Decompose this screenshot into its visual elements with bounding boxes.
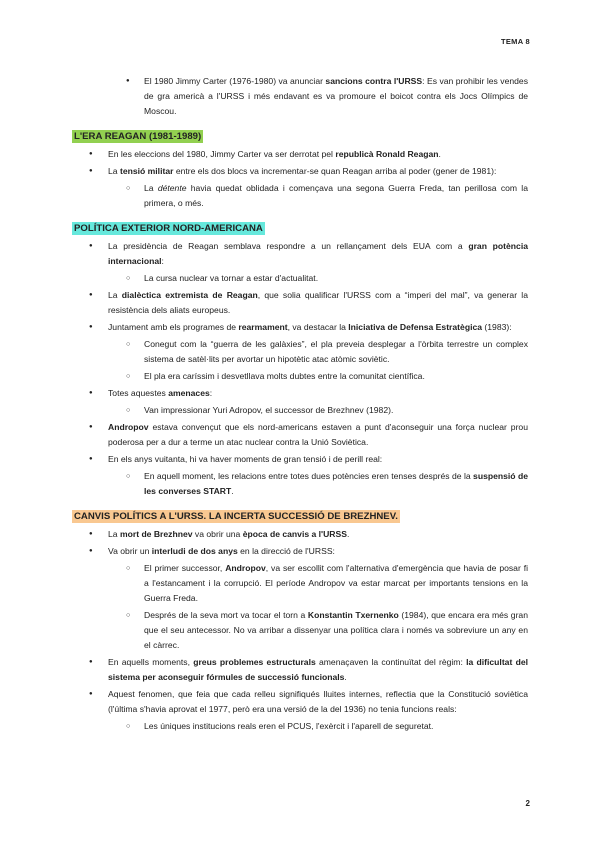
sub-list-item: ○ El primer successor, Andropov, va ser escollit com l'alternativa d'emergència que havia de posar fi a l'estancament i la corrupció. El període Andropov va estar marcat per importants tensions en la Guerra Freda.: [72, 561, 528, 606]
list-item: ● La dialèctica extremista de Reagan, que solia qualificar l'URSS com a “imperi del mal”, va generar la resistència dels aliats europeus.: [72, 288, 528, 318]
list-item: ● En els anys vuitanta, hi va haver moments de gran tensió i de perill real: ○ En aquell moment, les relacions entre totes dues potències eren tenses després de la suspensió de les converses START.: [72, 452, 528, 499]
list-item: ● La tensió militar entre els dos blocs va incrementar-se quan Reagan arriba al poder (gener de 1981): ○ La détente havia quedat oblidada i començava una segona Guerra Freda, tan perillosa com la primera, o més.: [72, 164, 528, 211]
sub-list-item: ○ Després de la seva mort va tocar el torn a Konstantin Txernenko (1984), que encara era més gran que el seu antecessor. No va arribar a dissenyar una política clara i només va sobreviure un any en el càrrec.: [72, 608, 528, 653]
intro-list: [72, 74, 528, 119]
sub-list-item: ○ La cursa nuclear va tornar a estar d'actualitat.: [72, 271, 528, 286]
sub-list: [108, 337, 528, 384]
sub-list: [108, 403, 528, 418]
page-number: 2: [525, 799, 530, 808]
list-item: ● La presidència de Reagan semblava respondre a un rellançament dels EUA com a gran potència internacional: ○ La cursa nuclear va tornar a estar d'actualitat.: [72, 239, 528, 286]
sub-list: [108, 271, 528, 286]
bullet-list: [72, 527, 528, 734]
sub-list-item: ○ Conegut com la “guerra de les galàxies”, el pla preveia desplegar a l'òrbita terrestre un complex sistema de satèl·lits per avortar un hipotètic atac atòmic soviètic.: [72, 337, 528, 367]
sub-list-item: ○ El pla era caríssim i desvetllava molts dubtes entre la comunitat científica.: [72, 369, 528, 384]
sub-list-item: ○ Les úniques institucions reals eren el PCUS, l'exèrcit i l'aparell de seguretat.: [72, 719, 528, 734]
list-item: ● Juntament amb els programes de rearmament, va destacar la Iniciativa de Defensa Estratègica (1983): ○ Conegut com la “guerra de les galàxies”, el pla preveia desplegar a l'òrbita terrestre un complex sistema de satèl·lits per avortar un hipotètic atac atòmic soviètic. ○ El pla era caríssim i desvetllava molts dubtes entre la comunitat científica.: [72, 320, 528, 384]
sub-list: [108, 561, 528, 653]
section-heading: L'ERA REAGAN (1981-1989): [74, 131, 202, 142]
sub-list: [108, 469, 528, 499]
bullet-list: [72, 239, 528, 499]
section-era-reagan: [72, 129, 528, 211]
list-item: ● La mort de Brezhnev va obrir una època de canvis a l'URSS.: [72, 527, 528, 542]
list-item: ● En aquells moments, greus problemes estructurals amenaçaven la continuïtat del règim: la dificultat del sistema per aconseguir fórmules de successió funcionals.: [72, 655, 528, 685]
sub-list-item: ○ En aquell moment, les relacions entre totes dues potències eren tenses després de la suspensió de les converses START.: [72, 469, 528, 499]
section-heading: CANVIS POLÍTICS A L'URSS. LA INCERTA SUCCESSIÓ DE BREZHNEV.: [74, 511, 398, 522]
list-item: ● Va obrir un interludi de dos anys en la direcció de l'URSS: ○ El primer successor, Andropov, va ser escollit com l'alternativa d'emergència que havia de posar fi a l'estancament i la corrupció. El període Andropov va estar marcat per importants tensions en la Guerra Freda. ○ Després de la seva mort va tocar el torn a Konstantin Txernenko (1984), que encara era més gran que el seu antecessor. No va arribar a dissenyar una política clara i només va sobreviure un any en el càrrec.: [72, 544, 528, 653]
sub-list-item: ○ La détente havia quedat oblidada i començava una segona Guerra Freda, tan perillosa com la primera, o més.: [72, 181, 528, 211]
page-header: TEMA 8: [500, 37, 530, 46]
sub-list-item: ○ Van impressionar Yuri Adropov, el successor de Brezhnev (1982).: [72, 403, 528, 418]
list-item: ● Andropov estava convençut que els nord-americans estaven a punt d'aconseguir una força nuclear prou poderosa per a dur a terme un atac nuclear contra la Unió Soviètica.: [72, 420, 528, 450]
list-item: ● En les eleccions del 1980, Jimmy Carter va ser derrotat pel republicà Ronald Reagan.: [72, 147, 528, 162]
bullet-list: [72, 147, 528, 211]
section-canvis-politics: [72, 509, 528, 734]
sub-list: [108, 181, 528, 211]
document-content: [72, 74, 528, 736]
section-heading: POLÍTICA EXTERIOR NORD-AMERICANA: [74, 223, 263, 234]
sub-list: [108, 719, 528, 734]
list-item: ● Totes aquestes amenaces: ○ Van impressionar Yuri Adropov, el successor de Brezhnev (1982).: [72, 386, 528, 418]
section-politica-exterior: [72, 221, 528, 499]
list-item: ● El 1980 Jimmy Carter (1976-1980) va anunciar sancions contra l'URSS: Es van prohibir les vendes de gra americà a l'URSS i més endavant es va promoure el boicot contra els Jocs Olímpics de Moscou.: [72, 74, 528, 119]
list-item: ● Aquest fenomen, que feia que cada relleu signifiqués lluites internes, reflectia que la Constitució soviètica (l'última s'havia aprovat el 1977, però era una versió de la del 1936) no tenia funcions reals: ○ Les úniques institucions reals eren el PCUS, l'exèrcit i l'aparell de seguretat.: [72, 687, 528, 734]
